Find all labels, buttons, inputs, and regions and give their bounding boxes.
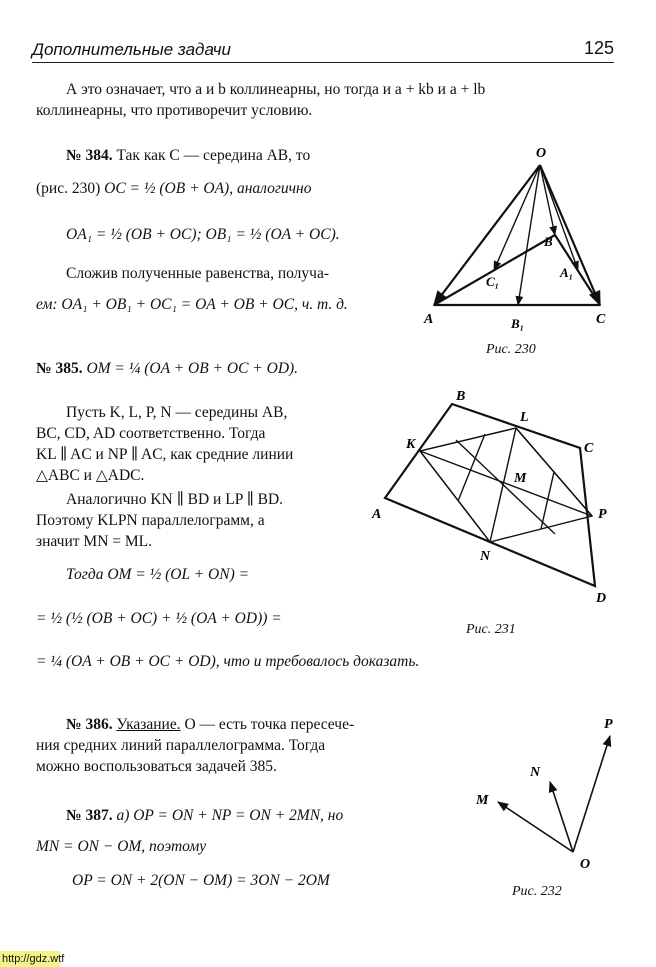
label-n: N bbox=[530, 765, 541, 780]
label-o: O bbox=[536, 146, 547, 161]
label-a1: A₁ bbox=[560, 265, 574, 280]
label-b: B bbox=[456, 389, 466, 404]
label-c: C bbox=[584, 441, 594, 456]
problem-385-line-9: = ½ (½ (OB + OC) + ½ (OA + OD)) = bbox=[36, 610, 282, 627]
vector-ob1 bbox=[518, 165, 540, 305]
figure-230-caption: Рис. 230 bbox=[486, 342, 536, 357]
problem-387-line-3: OP = ON + 2(ON − OM) = 3ON − 2OM bbox=[72, 872, 330, 889]
label-d: D bbox=[596, 591, 607, 606]
problem-385-line-4: △ABC и △ADC. bbox=[36, 467, 145, 484]
page-number: 125 bbox=[583, 38, 614, 58]
diagonal-1 bbox=[456, 440, 555, 534]
vector-op bbox=[573, 736, 610, 852]
problem-384-line-5: ем: OA₁ + OB₁ + OC₁ = OA + OB + OC, ч. т. д. bbox=[36, 296, 348, 313]
figure-230 bbox=[420, 140, 620, 340]
problem-386-line-1 bbox=[66, 715, 354, 734]
problem-384-ref: (рис. 230) bbox=[36, 180, 105, 197]
label-a: A bbox=[424, 312, 434, 327]
problem-384-formula-2: OA₁ = ½ (OB + OC); OB₁ = ½ (OA + OC). bbox=[66, 226, 340, 243]
problem-386-line-3: можно воспользоваться задачей 385. bbox=[36, 758, 277, 775]
figure-232-caption: Рис. 232 bbox=[512, 884, 562, 899]
label-p: P bbox=[598, 507, 607, 522]
problem-384-number: № 384. bbox=[66, 147, 113, 164]
figure-232 bbox=[470, 712, 620, 882]
vector-om bbox=[498, 802, 573, 852]
problem-387-formula-1: а) OP = ON + NP = ON + 2MN, но bbox=[116, 807, 344, 824]
problem-384-line-4: Сложив полученные равенства, получа- bbox=[66, 265, 329, 282]
figure-231-caption: Рис. 231 bbox=[466, 622, 516, 637]
problem-386-text-1: O — есть точка пересече- bbox=[180, 716, 355, 733]
problem-386-line-2: ния средних линий параллелограмма. Тогда bbox=[36, 737, 326, 754]
problem-385-line-1: Пусть K, L, P, N — середины AB, bbox=[66, 404, 288, 421]
intro-line-1: А это означает, что a и b коллинеарны, но тогда и a + kb и a + lb bbox=[66, 81, 486, 98]
label-c1: C₁ bbox=[486, 274, 500, 289]
label-p: P bbox=[604, 717, 613, 732]
problem-387-line-2: MN = ON − OM, поэтому bbox=[36, 838, 207, 855]
label-b: B bbox=[544, 234, 553, 249]
problem-386-hint-label: Указание. bbox=[116, 716, 181, 733]
label-l: L bbox=[520, 410, 529, 425]
running-header: Дополнительные задачи bbox=[32, 40, 232, 59]
problem-385-line-5: Аналогично KN ∥ BD и LP ∥ BD. bbox=[66, 491, 284, 508]
problem-387-line-1 bbox=[66, 806, 343, 825]
intro-line-2: коллинеарны, что противоречит условию. bbox=[36, 102, 313, 119]
problem-385-line-10: = ¼ (OA + OB + OC + OD), что и требовалось доказать. bbox=[36, 653, 420, 670]
problem-385-line-6: Поэтому KLPN параллелограмм, а bbox=[36, 512, 265, 529]
problem-384-line-2 bbox=[36, 179, 312, 198]
problem-387-number: № 387. bbox=[66, 807, 113, 824]
label-a: A bbox=[372, 507, 382, 522]
problem-384-formula-1: OC = ½ (OB + OA), аналогично bbox=[104, 180, 312, 197]
vector-oa1 bbox=[540, 165, 578, 270]
problem-386-number: № 386. bbox=[66, 716, 113, 733]
figure-231 bbox=[370, 388, 620, 608]
problem-385-formula bbox=[36, 360, 298, 378]
label-o: O bbox=[580, 857, 591, 872]
problem-385-line-8: Тогда OM = ½ (OL + ON) = bbox=[66, 566, 250, 583]
problem-384-line-1 bbox=[66, 146, 310, 165]
problem-385-statement: OM = ¼ (OA + OB + OC + OD). bbox=[86, 360, 299, 377]
problem-385-line-2: BC, CD, AD соответственно. Тогда bbox=[36, 425, 266, 442]
source-url-watermark: http://gdz.wtf bbox=[2, 953, 65, 965]
label-m: M bbox=[476, 793, 489, 808]
problem-384-text-1: Так как C — середина AB, то bbox=[116, 147, 311, 164]
label-b1: B₁ bbox=[511, 316, 525, 331]
vector-on bbox=[550, 782, 573, 852]
label-k: K bbox=[406, 437, 416, 452]
problem-385-line-3: KL ∥ AC и NP ∥ AC, как средние линии bbox=[36, 446, 294, 463]
label-m: M bbox=[514, 471, 527, 486]
problem-385-line-7: значит MN = ML. bbox=[36, 533, 153, 550]
segment-kl-2 bbox=[420, 428, 516, 451]
problem-385-number: № 385. bbox=[36, 360, 83, 377]
label-n: N bbox=[480, 549, 491, 564]
header-rule bbox=[32, 62, 614, 63]
label-c: C bbox=[596, 312, 606, 327]
